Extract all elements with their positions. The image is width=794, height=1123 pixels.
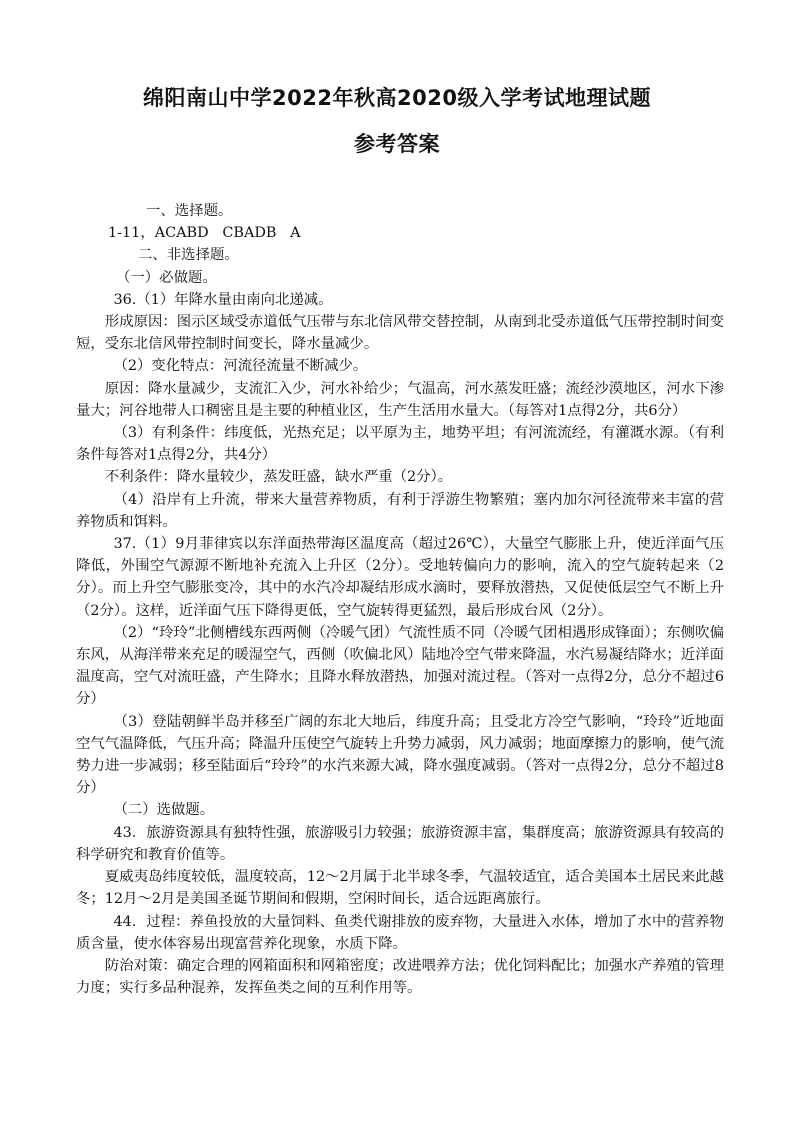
q36-part4: （4）沿岸有上升流，带来大量营养物质，有利于浮游生物繁殖；塞内加尔河径流带来丰富的营养物质和饵料。: [76, 491, 724, 530]
q36-part2: （2）变化特点：河流径流量不断减少。: [113, 358, 368, 375]
answer-body: [76, 200, 724, 999]
q36-part3-unfavorable: 不利条件：降水量较少，蒸发旺盛，缺水严重（2分）。: [104, 469, 453, 486]
q36-part1-reason: 形成原因：图示区域受赤道低气压带与东北信风带交替控制，从南到北受赤道低气压带控制时间变短，受东北信风带控制时间变长，降水量减少。: [76, 314, 724, 353]
section-heading-choice: 一、选择题。: [146, 203, 233, 219]
q43-answer-part2: 夏威夷岛纬度较低，温度较高，12～2月属于北半球冬季，气温较适宜，适合美国本土居民来此越冬；12月～2月是美国圣诞节期间和假期，空闲时间长，适合远距离旅行。: [76, 869, 724, 908]
subsection-required: （一）必做题。: [116, 269, 217, 286]
page-subtitle: 参考答案: [354, 132, 440, 156]
section-heading-nonchoice: 二、非选择题。: [138, 247, 239, 264]
q37-part1: 37.（1）9月菲律宾以东洋面热带海区温度高（超过26℃），大量空气膨胀上升，使近洋面气压降低，外围空气源源不断地补充流入上升区（2分）。受地转偏向力的影响，流入的空气旋转起来（2分）。而上升空气膨胀变冷，其中的水汽冷却凝结形成水滴时，要释放潜热，又促使低层空气不断上升（2分）。这样，近洋面气压下降得更低，空气旋转得更猛烈，最后形成台风（2分）。: [76, 536, 724, 619]
q37-part3: （3）登陆朝鲜半岛并移至广阔的东北大地后，纬度升高；且受北方冷空气影响，“玲玲”近地面空气气温降低，气压升高；降温升压使空气旋转上升势力减弱，风力减弱；地面摩擦力的影响，使气流势力进一步减弱；移至陆面后“玲玲”的水汽来源大减，降水强度减弱。（答对一点得2分，总分不超过8分）: [76, 713, 724, 797]
q44-answer: 44．过程：养鱼投放的大量饲料、鱼类代谢排放的废弃物，大量进入水体，增加了水中的营养物质含量，使水体容易出现富营养化现象，水质下降。: [76, 913, 724, 952]
q43-answer: 43．旅游资源具有独特性强，旅游吸引力较强；旅游资源丰富，集群度高；旅游资源具有较高的科学研究和教育价值等。: [76, 824, 724, 863]
q36-part3-favorable: （3）有利条件：纬度低，光热充足；以平原为主，地势平坦；有河流流经，有灌溉水源。（有利条件每答对1点得2分，共4分）: [76, 425, 724, 464]
subsection-optional: （二）选做题。: [113, 802, 215, 819]
q44-answer-part2: 防治对策：确定合理的网箱面积和网箱密度；改进喂养方法；优化饲料配比；加强水产养殖的管理力度；实行多品种混养，发挥鱼类之间的互利作用等。: [76, 957, 724, 997]
q37-part2: （2）“玲玲”北侧槽线东西两侧（冷暖气团）气流性质不同（冷暖气团相遇形成锋面）；东侧吹偏东风，从海洋带来充足的暖湿空气，西侧（吹偏北风）陆地冷空气带来降温，水汽易凝结降水；近洋面温度高，空气对流旺盛，产生降水；且降水释放潜热，加强对流过程。（答对一点得2分，总分不超过6分）: [76, 624, 724, 708]
choice-answers: 1-11，ACABD CBADB A: [108, 225, 301, 242]
q36-part1: 36.（1）年降水量由南向北递减。: [113, 291, 333, 308]
page-title: 绵阳南山中学2022年秋高2020级入学考试地理试题: [143, 86, 651, 110]
q36-part2-reason: 原因：降水量减少，支流汇入少，河水补给少；气温高，河水蒸发旺盛；流经沙漠地区，河水下渗量大；河谷地带人口稠密且是主要的种植业区，生产生活用水量大。（每答对1点得2分，共6分）: [76, 380, 724, 419]
